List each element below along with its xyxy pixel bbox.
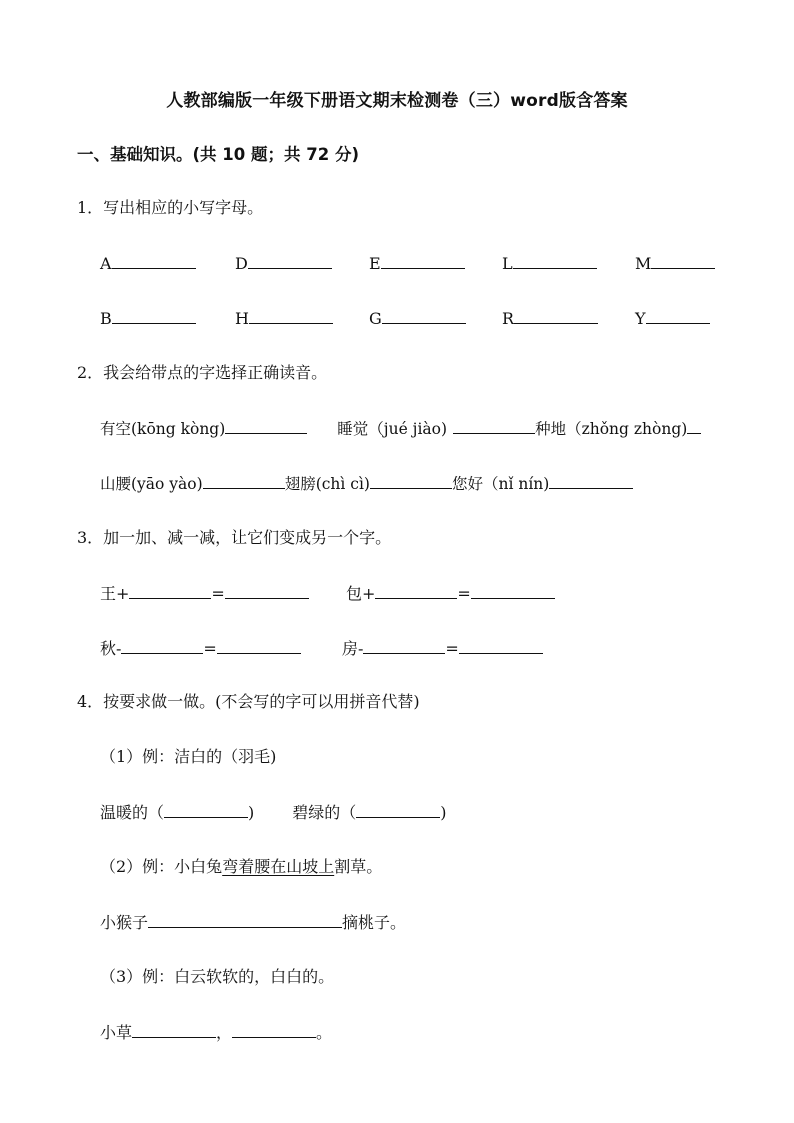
letter-item bbox=[100, 308, 196, 329]
pinyin-item: 有空(kōng kòng) bbox=[100, 420, 226, 438]
answer-blank[interactable] bbox=[363, 638, 445, 654]
answer-blank[interactable] bbox=[203, 473, 285, 489]
letter-item bbox=[635, 308, 710, 329]
question-1-label: 1．写出相应的小写字母。 bbox=[77, 198, 264, 217]
example-2 bbox=[100, 857, 382, 877]
question-3-label: 3．加一加、减一减，让它们变成另一个字。 bbox=[77, 528, 392, 547]
answer-line bbox=[100, 802, 447, 823]
letter-label: R bbox=[502, 309, 515, 328]
close-paren: ) bbox=[248, 803, 255, 822]
answer-blank[interactable] bbox=[249, 308, 333, 324]
page-title: 人教部编版一年级下册语文期末检测卷（三）word版含答案 bbox=[166, 91, 628, 111]
equation-prefix: 包+ bbox=[346, 584, 376, 603]
answer-blank[interactable] bbox=[225, 583, 309, 599]
equation-item bbox=[100, 583, 309, 604]
example-1: （1）例：洁白的（羽毛) bbox=[100, 747, 277, 766]
letter-item bbox=[369, 308, 466, 329]
question-4-label: 4．按要求做一做。(不会写的字可以用拼音代替) bbox=[77, 692, 420, 711]
letter-label: D bbox=[235, 254, 248, 273]
equals-sign: = bbox=[457, 584, 471, 603]
answer-blank[interactable] bbox=[549, 473, 633, 489]
equation-item bbox=[342, 638, 543, 659]
letter-label: M bbox=[635, 254, 652, 273]
answer-blank[interactable] bbox=[112, 253, 196, 269]
letter-item bbox=[635, 253, 715, 274]
letter-item bbox=[369, 253, 465, 274]
letter-label: A bbox=[100, 254, 112, 273]
answer-blank[interactable] bbox=[651, 253, 715, 269]
answer-blank[interactable] bbox=[370, 473, 452, 489]
comma: ， bbox=[216, 1023, 233, 1042]
prompt-label: 碧绿的（ bbox=[292, 803, 357, 822]
equation-prefix: 房- bbox=[342, 639, 364, 658]
letter-label: H bbox=[235, 309, 249, 328]
letter-label: Y bbox=[635, 309, 646, 328]
answer-blank[interactable] bbox=[129, 583, 211, 599]
close-paren: ) bbox=[440, 803, 447, 822]
letter-label: E bbox=[369, 254, 381, 273]
question-2-label: 2．我会给带点的字选择正确读音。 bbox=[77, 363, 328, 382]
example-3: （3）例：白云软软的，白白的。 bbox=[100, 967, 335, 986]
answer-blank[interactable] bbox=[375, 583, 457, 599]
letter-label: L bbox=[502, 254, 513, 273]
answer-blank[interactable] bbox=[248, 253, 332, 269]
pinyin-item: 种地（zhǒng zhòng) bbox=[535, 420, 688, 438]
answer-blank[interactable] bbox=[382, 308, 466, 324]
example-underlined: 弯着腰在山坡上 bbox=[222, 857, 335, 876]
equation-prefix: 秋- bbox=[100, 639, 122, 658]
equals-sign: = bbox=[445, 639, 459, 658]
answer-line bbox=[100, 912, 406, 933]
prompt-label: 小草 bbox=[100, 1023, 133, 1042]
equals-sign: = bbox=[211, 584, 225, 603]
letter-item bbox=[502, 253, 597, 274]
example-text: 割草。 bbox=[334, 857, 383, 876]
prompt-label: 小猴子 bbox=[100, 913, 149, 932]
answer-blank[interactable] bbox=[513, 253, 597, 269]
pinyin-item: 您好（nǐ nín) bbox=[451, 475, 550, 493]
section-heading: 一、基础知识。(共 10 题；共 72 分) bbox=[77, 145, 359, 164]
answer-blank[interactable] bbox=[121, 638, 203, 654]
equation-item bbox=[100, 638, 301, 659]
answer-blank[interactable] bbox=[225, 418, 307, 434]
answer-blank[interactable] bbox=[687, 418, 701, 434]
answer-line bbox=[100, 1022, 332, 1043]
answer-blank[interactable] bbox=[217, 638, 301, 654]
answer-blank[interactable] bbox=[453, 418, 535, 434]
letter-item bbox=[502, 308, 598, 329]
pinyin-item: 睡觉（jué jiào) bbox=[337, 420, 448, 438]
answer-blank[interactable] bbox=[459, 638, 543, 654]
equation-prefix: 王+ bbox=[100, 584, 130, 603]
answer-blank[interactable] bbox=[356, 802, 440, 818]
answer-blank[interactable] bbox=[148, 912, 342, 928]
answer-blank[interactable] bbox=[164, 802, 248, 818]
letter-item bbox=[100, 253, 196, 274]
letter-label: B bbox=[100, 309, 112, 328]
equals-sign: = bbox=[203, 639, 217, 658]
letter-label: G bbox=[369, 309, 382, 328]
prompt-label: 温暖的（ bbox=[100, 803, 165, 822]
answer-blank[interactable] bbox=[381, 253, 465, 269]
answer-blank[interactable] bbox=[514, 308, 598, 324]
pinyin-row bbox=[100, 473, 633, 494]
answer-blank[interactable] bbox=[232, 1022, 316, 1038]
answer-blank[interactable] bbox=[471, 583, 555, 599]
pinyin-item: 翅膀(chì cì) bbox=[284, 475, 370, 493]
prompt-suffix: 摘桃子。 bbox=[342, 913, 407, 932]
pinyin-item: 山腰(yāo yào) bbox=[100, 475, 203, 493]
answer-blank[interactable] bbox=[646, 308, 710, 324]
equation-item bbox=[346, 583, 555, 604]
letter-item bbox=[235, 308, 333, 329]
letter-item bbox=[235, 253, 332, 274]
answer-blank[interactable] bbox=[112, 308, 196, 324]
answer-blank[interactable] bbox=[132, 1022, 216, 1038]
pinyin-row bbox=[100, 418, 701, 439]
example-text: （2）例：小白兔 bbox=[100, 857, 223, 876]
period: 。 bbox=[316, 1023, 333, 1042]
